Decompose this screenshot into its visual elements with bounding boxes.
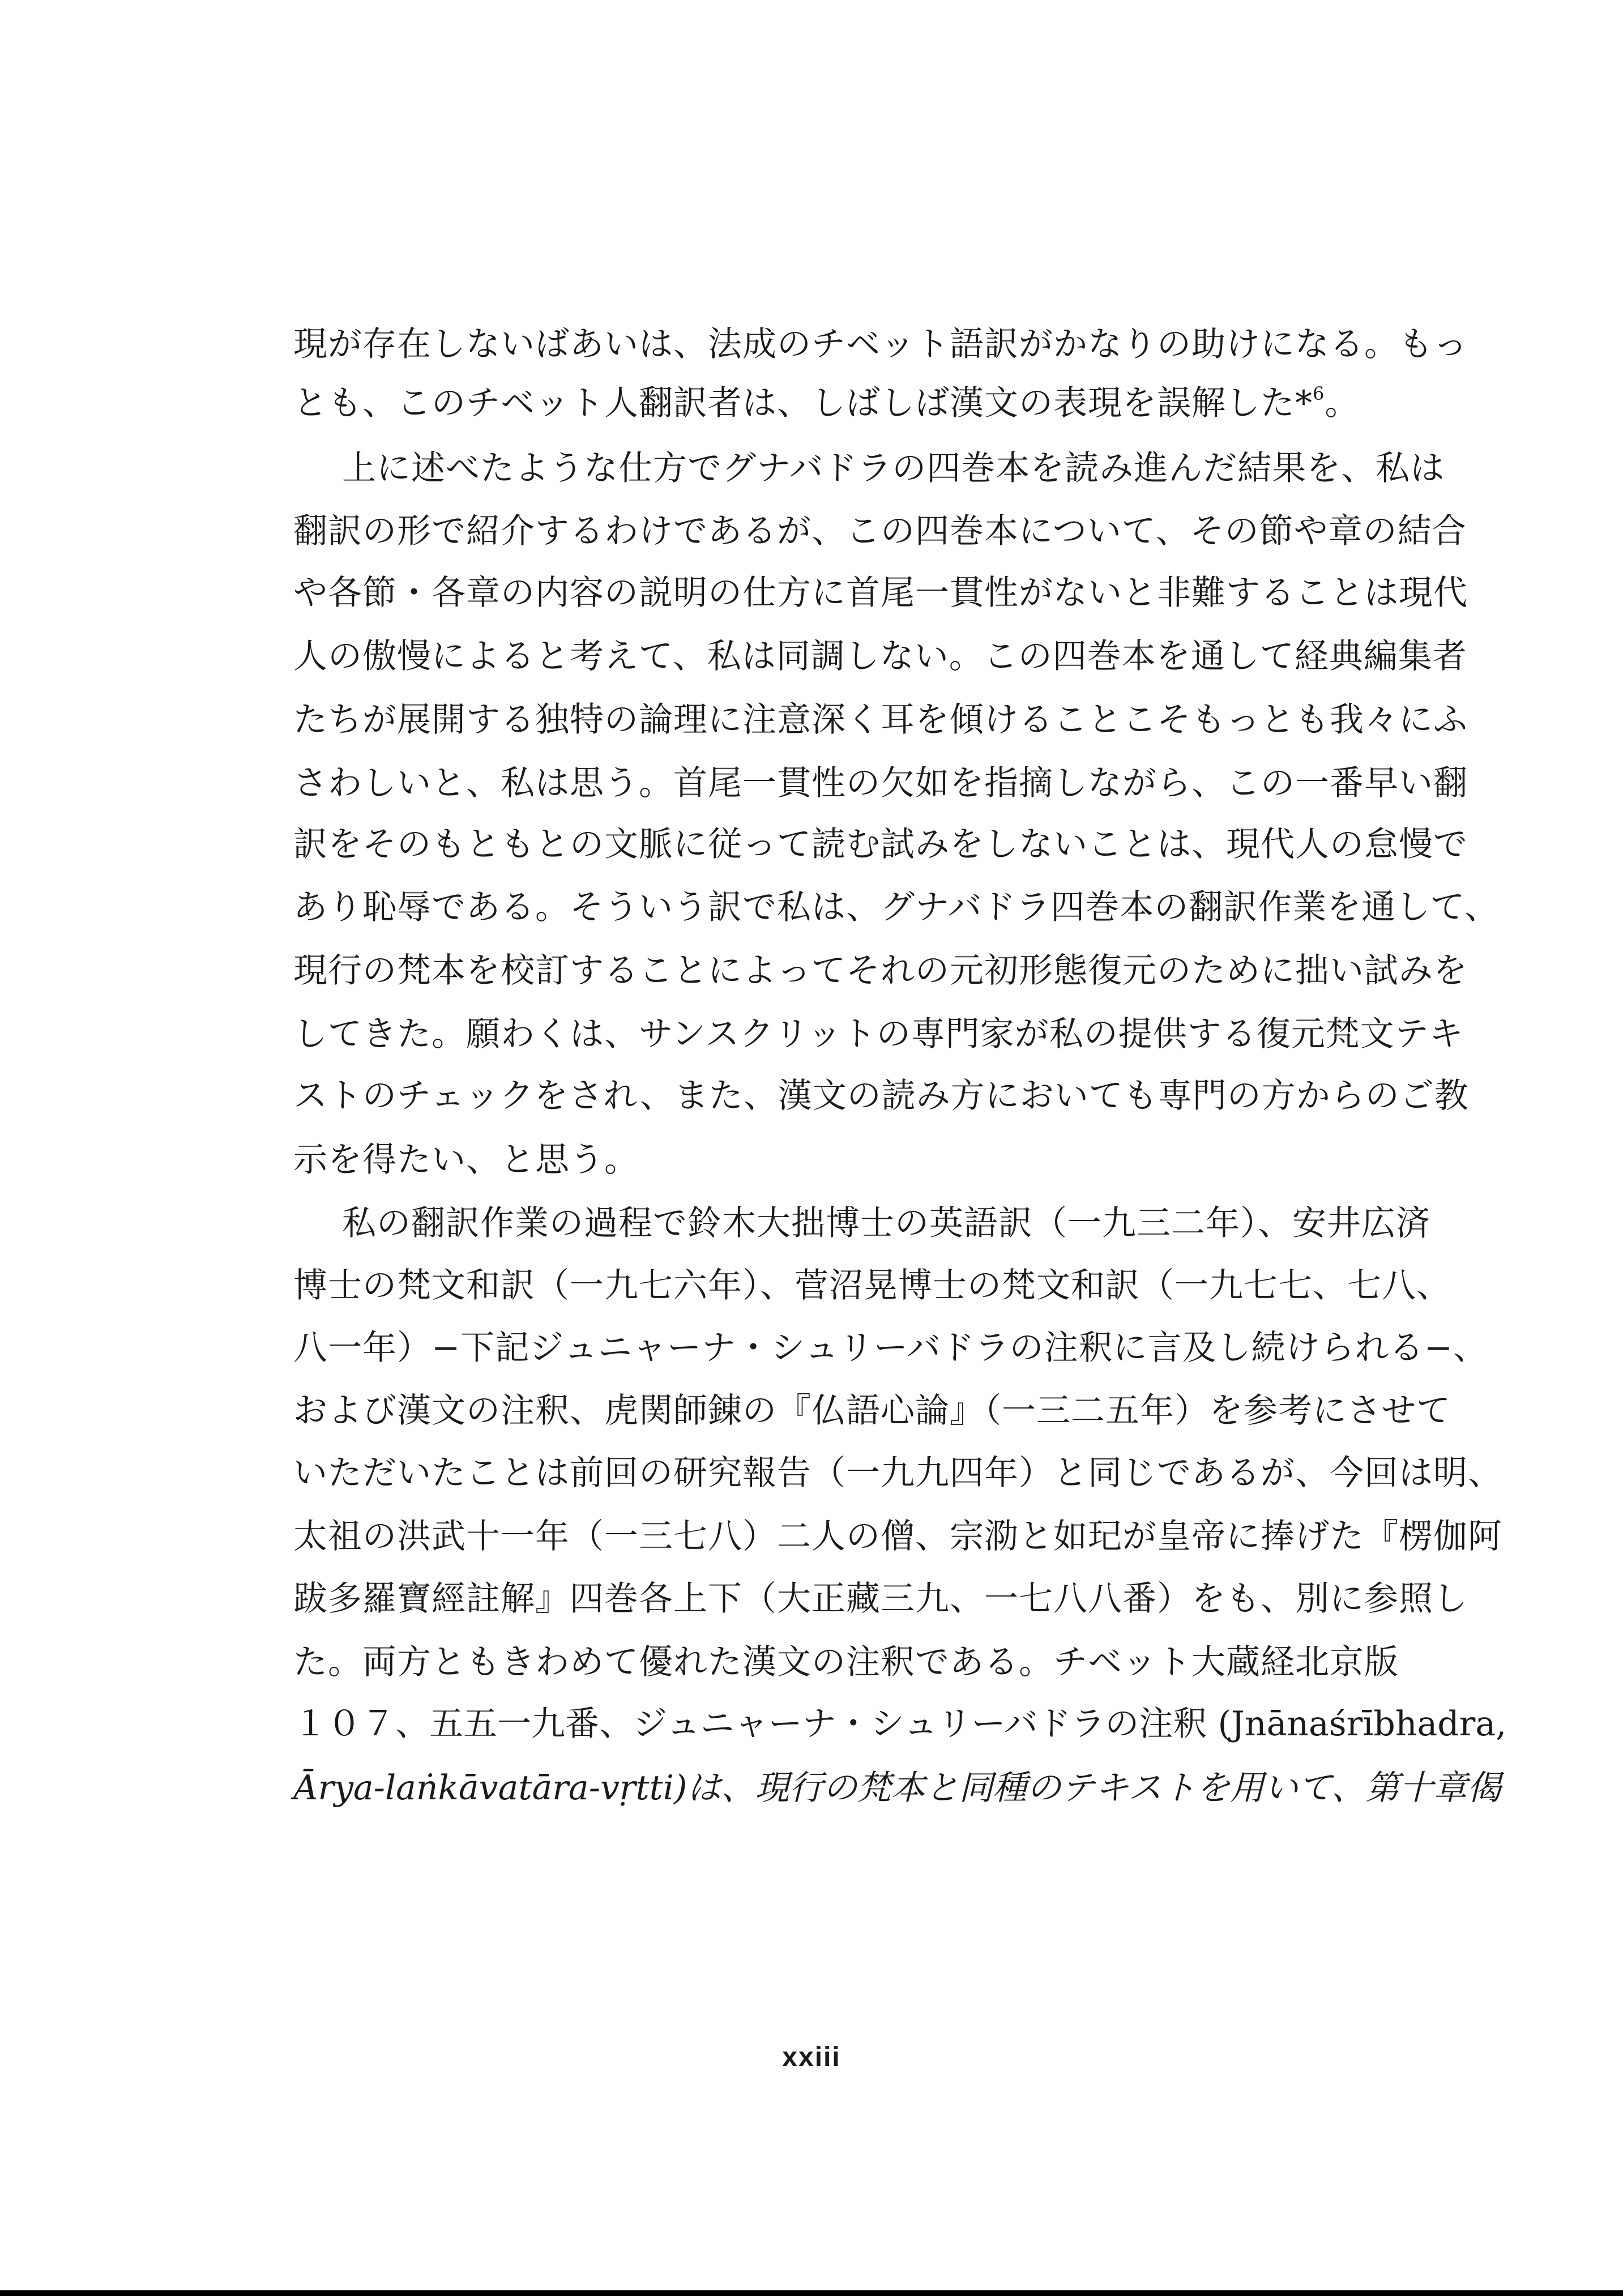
text-line: １０７、五五一九番、ジュニャーナ・シュリーバドラの注釈 (Jnānaśrībhadra,	[293, 1704, 1507, 1744]
text-line: Ārya-laṅkāvatāra-vṛtti)は、現行の梵本と同種のテキストを用いて、第十章偈	[293, 1768, 1501, 1808]
text-line: 太祖の洪武十一年（一三七八）二人の僧、宗泐と如玘が皇帝に捧げた『楞伽阿	[293, 1517, 1502, 1556]
text-line: 人の傲慢によると考えて、私は同調しない。この四巻本を通して経典編集者	[293, 637, 1467, 676]
text-line: および漢文の注釈、虎関師錬の『仏語心論』（一三二五年）を参考にさせて	[293, 1391, 1451, 1431]
text-line: 示を得たい、と思う。	[293, 1140, 639, 1180]
footnote-mark: *	[1295, 383, 1313, 423]
text-line: 翻訳の形で紹介するわけであるが、この四巻本について、その節や章の結合	[293, 511, 1467, 551]
text-line: 八一年）−下記ジュニャーナ・シュリーバドラの注釈に言及し続けられる−、	[293, 1328, 1488, 1368]
sentence-end: 。	[1325, 383, 1360, 423]
scan-edge-rule	[0, 2290, 1623, 2296]
text-line: 現が存在しないばあいは、法成のチベット語訳がかなりの助けになる。もっ	[293, 325, 1468, 364]
footnote-number: 6	[1313, 383, 1325, 404]
text-line	[293, 378, 1381, 429]
text-line: いただいたことは前回の研究報告（一九九四年）と同じであるが、今回は明、	[293, 1453, 1502, 1493]
text-line: さわしいと、私は思う。首尾一貫性の欠如を指摘しながら、この一番早い翻	[293, 763, 1468, 803]
paragraph-first-line: 上に述べたような仕方でグナバドラの四巻本を読み進んだ結果を、私は	[342, 449, 1445, 488]
text-line: あり恥辱である。そういう訳で私は、グナバドラ四巻本の翻訳作業を通して、	[293, 887, 1499, 927]
text-line: 跋多羅寶經註解』四巻各上下（大正藏三九、一七八八番）をも、別に参照し	[293, 1579, 1468, 1619]
text-line: たちが展開する独特の論理に注意深く耳を傾けることこそもっとも我々にふ	[293, 700, 1468, 740]
text-line: 現行の梵本を校訂することによってそれの元初形態復元のために拙い試みを	[293, 951, 1468, 991]
page-number: xxiii	[782, 2042, 841, 2072]
text-line: 訳をそのもともとの文脈に従って読む試みをしないことは、現代人の怠慢で	[293, 825, 1468, 864]
text-line: や各節・各章の内容の説明の仕方に首尾一貫性がないと非難することは現代	[293, 573, 1468, 613]
text-line: してきた。願わくは、サンスクリットの専門家が私の提供する復元梵文テキ	[293, 1014, 1464, 1054]
text-line: ストのチェックをされ、また、漢文の読み方においても専門の方からのご教	[293, 1076, 1469, 1116]
text-line: た。両方ともきわめて優れた漢文の注釈である。チベット大蔵経北京版	[293, 1642, 1399, 1682]
text-line-content: とも、このチベット人翻訳者は、しばしば漢文の表現を誤解した	[293, 383, 1295, 423]
paragraph-first-line: 私の翻訳作業の過程で鈴木大拙博士の英語訳（一九三二年）、安井広済	[342, 1204, 1430, 1243]
text-line: 博士の梵文和訳（一九七六年）、菅沼晃博士の梵文和訳（一九七七、七八、	[293, 1266, 1451, 1305]
